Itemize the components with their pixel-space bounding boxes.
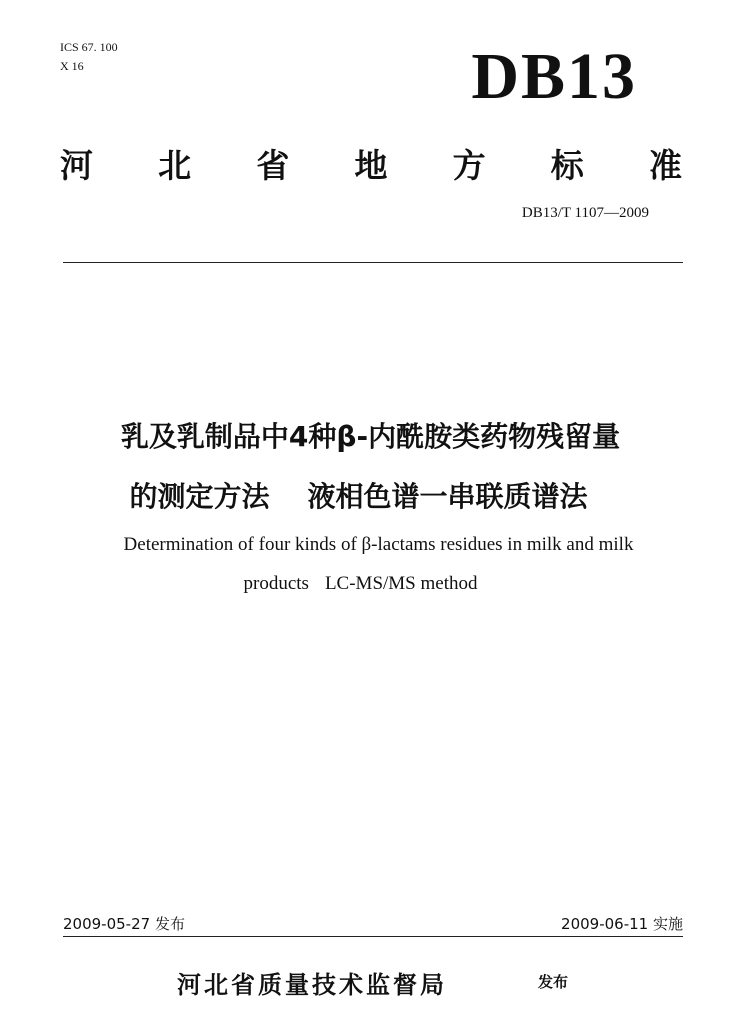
title-en-part-a: products bbox=[243, 573, 309, 594]
title-zh-part-b: 液相色谱一串联质谱法 bbox=[307, 480, 588, 513]
title-en-line1: Determination of four kinds of β-lactams residues in milk and milk bbox=[123, 534, 634, 555]
title-zh-line2 bbox=[0, 475, 729, 515]
standard-type-char: 方 bbox=[452, 146, 486, 185]
title-en-part-b: LC-MS/MS method bbox=[324, 573, 478, 594]
standard-number: DB13/T 1107—2009 bbox=[521, 205, 649, 221]
title-zh-line1: 乳及乳制品中4种β-内酰胺类药物残留量 bbox=[120, 420, 621, 453]
standard-type-char: 地 bbox=[354, 146, 388, 185]
publish-date: 2009-05-27 发布 bbox=[63, 915, 185, 933]
title-en-line2 bbox=[0, 573, 731, 595]
date-row bbox=[63, 913, 683, 934]
standard-type-char: 准 bbox=[648, 146, 682, 185]
implement-date: 2009-06-11 实施 bbox=[561, 915, 683, 933]
class-code: X 16 bbox=[60, 59, 84, 73]
standard-type-char: 省 bbox=[256, 146, 290, 185]
issuer: 河北省质量技术监督局 bbox=[177, 971, 447, 999]
classification-codes bbox=[60, 38, 118, 76]
standard-type-char: 北 bbox=[158, 146, 192, 185]
footer-divider bbox=[63, 936, 683, 937]
standard-type-char: 标 bbox=[550, 146, 584, 185]
issue-word: 发布 bbox=[538, 973, 569, 991]
header-divider bbox=[63, 262, 683, 263]
ics-code: ICS 67. 100 bbox=[60, 40, 118, 54]
db13-logo: DB13 bbox=[471, 40, 637, 113]
title-zh-part-a: 的测定方法 bbox=[129, 480, 270, 513]
standard-type-heading bbox=[60, 140, 682, 187]
standard-type-char: 河 bbox=[60, 146, 93, 185]
